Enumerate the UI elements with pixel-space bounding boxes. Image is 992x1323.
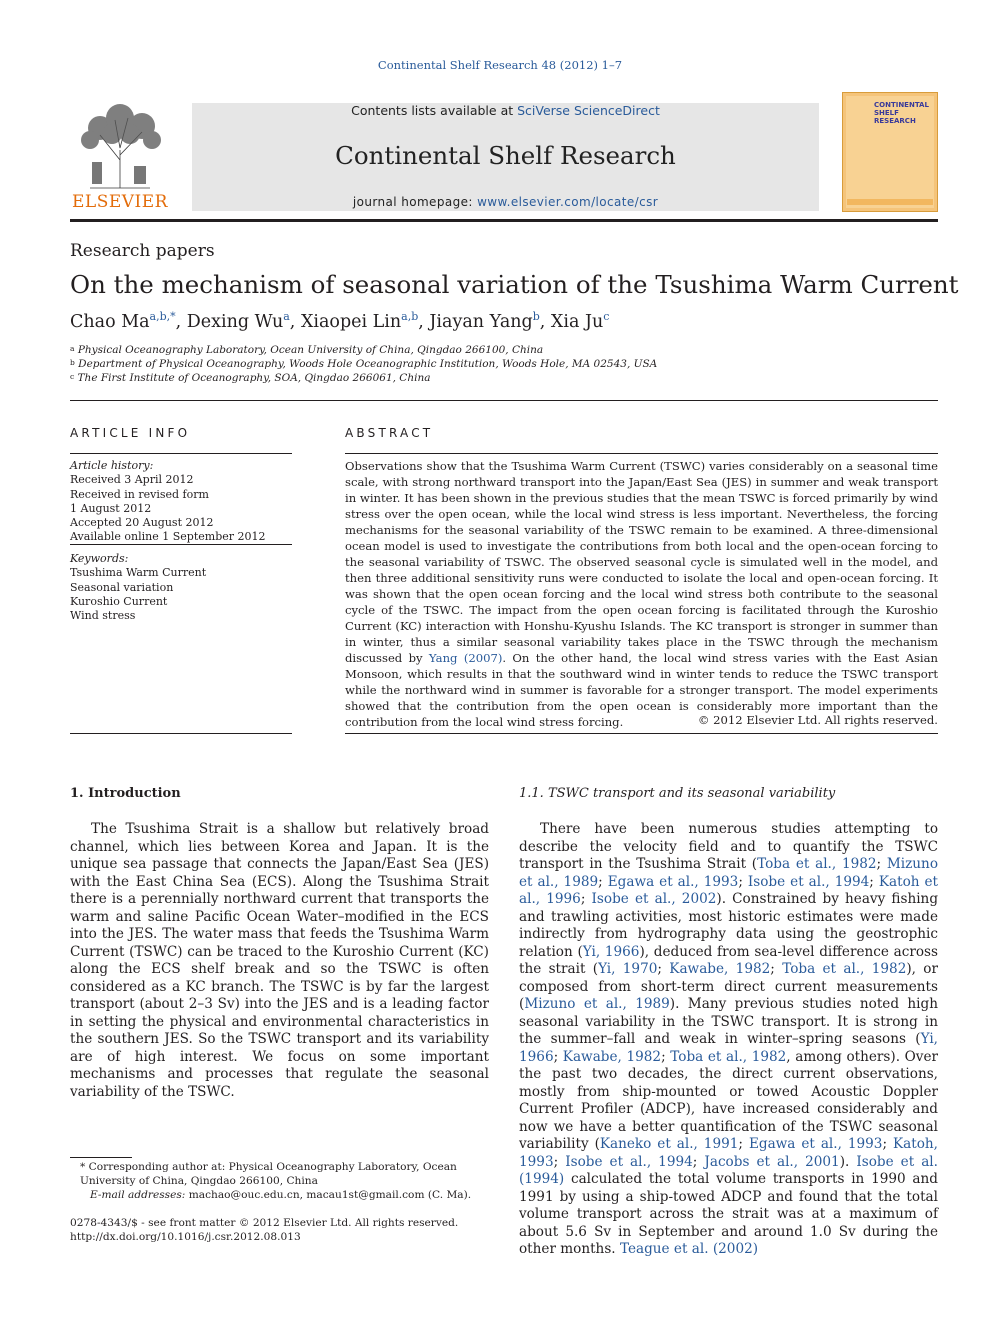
affiliation: $^b$ Department of Physical Oceanography, Woods Hole Oceanographic Institution, Woods Hole, MA 02543, USA [70,358,658,370]
keyword: Tsushima Warm Current [70,566,207,580]
paragraph-text: ; [598,873,608,890]
citation-link[interactable]: Yi, 1966 [582,943,640,960]
journal-cover-thumbnail [842,92,938,212]
author-affiliation-mark[interactable]: b [532,310,540,323]
issn-line: 0278-4343/$ - see front matter © 2012 Elsevier Ltd. All rights reserved. [70,1217,459,1229]
homepage-line: journal homepage: www.elsevier.com/locate/csr [352,195,659,209]
info-rule [70,453,292,454]
keywords: Keywords: Tsushima Warm Current Seasonal variation Kuroshio Current Wind stress [70,552,292,623]
citation-link[interactable]: Toba et al., 1982 [670,1048,787,1065]
abstract-text: Observations show that the Tsushima Warm Current (TSWC) varies considerably on a seasonal time scale, with strong northward transport into the Japan/East Sea (JES) in summer and weak transport in winter. It has been shown in the previous studies that the mean TSWC is forced primarily by wind stress over the open ocean, while the local wind stress is less important. Nevertheless, the forcing mechanisms for the seasonal variability of the TSWC remain to be examined. A three-dimensional ocean model is used to investigate the contributions from both local and the open-ocean forcing to the seasonal variability of TSWC. The observed seasonal cycle is simulated well in the model, and then three additional sensitivity runs were conducted to isolate the local and open-ocean forcing. It was shown that the open ocean forcing and the local wind stress both contribute to the seasonal cycle of the TSWC. The impact from the open ocean forcing is facilitated through the Kuroshio Current (KC) interaction with Honshu-Kyushu Islands. The KC transport is stronger in summer than in winter, thus a similar seasonal variability takes place in the TSWC through the mechanism discussed by Yang (2007). On the other hand, the local wind stress varies with the East Asian Monsoon, which results in that the southward wind in winter tends to reduce the TSWC transport while the northward wind in summer is favorable for a stronger transport. The model experiments showed that the contribution from the open ocean is considerably more important than the contribution from the local wind stress forcing. [345,459,938,729]
running-head[interactable] [0,58,992,72]
author-affiliation-mark[interactable]: c [603,310,610,323]
email-addresses[interactable]: machao@ouc.edu.cn, macau1st@gmail.com (C. Ma). [185,1189,472,1201]
abstract-heading: ABSTRACT [345,426,434,440]
subsection-heading: 1.1. TSWC transport and its seasonal variability [519,786,836,801]
cover-title: CONTINENTAL SHELF RESEARCH [874,101,929,125]
info-rule [70,733,292,734]
paragraph-text: ). [839,1153,857,1170]
paragraph-text: ; [882,1136,893,1152]
publisher-wordmark: ELSEVIER [72,192,168,212]
intro-paragraph: The Tsushima Strait is a shallow but relatively broad channel, which lies between Korea and Japan. It is the unique sea passage that connects the Japan/East Sea (JES) with the East China Sea (ECS). Along the Tsushima Strait there is a perennially northward current that transports the warm and saline Pacific Ocean Water–modified in the ECS into the JES. The water mass that feeds the Tsushima Warm Current (TSWC) can be traced to the Kuroshio Current (KC) along the ECS shelf break and so the TSWC is often considered as a KC branch. The TSWC is by far the largest transport (about 2–3 Sv) into the JES and is a leading factor in setting the physical and environmental characteristics in the southern JES. So the TSWC transport and its variability are of high interest. We focus on some important mechanisms and processes that regulate the seasonal variability of the TSWC. [70,821,489,1100]
section-type: Research papers [70,241,215,261]
paragraph-text: ; [770,961,783,977]
paragraph-text: ; [553,1048,563,1065]
contents-line: Contents lists available at SciVerse ScienceDirect [351,103,660,118]
citation-link[interactable]: Yang (2007) [428,651,503,665]
citation-link[interactable]: Isobe et al., 1994 [565,1153,693,1170]
paragraph-text: ; [738,1136,749,1152]
doi-link[interactable]: http://dx.doi.org/10.1016/j.csr.2012.08.013 [70,1231,301,1243]
section-heading: 1. Introduction [70,786,181,801]
author-affiliation-mark[interactable]: a,b [401,310,419,323]
citation-link[interactable]: Yi, 1966 [519,1031,938,1065]
paragraph-text: calculated the total volume transports in 1990 and 1991 by using a ship-towed ADCP and found that the total volume transport across the strait was at a maximum of about 5.6 Sv in September and around 1.0 Sv during the other months. [519,1171,938,1257]
citation-link[interactable]: Kawabe, 1982 [562,1048,662,1065]
article-info-heading: ARTICLE INFO [70,426,191,440]
affiliation: $^c$ The First Institute of Oceanography, SOA, Qingdao 266061, China [70,372,431,384]
citation-link[interactable]: Egawa et al., 1993 [748,1136,883,1152]
paragraph-text: ; [553,1153,566,1170]
running-head-citation[interactable]: Continental Shelf Research 48 (2012) 1–7 [377,58,623,72]
author-name: Jiayan Yang [429,312,533,332]
keyword: Kuroshio Current [70,594,168,608]
paragraph-text: ; [738,873,748,890]
citation-link[interactable]: Yi, 1970 [598,961,658,977]
paragraph-text: ). Constrained by heavy fishing and trawling activities, most historic estimates were made indirectly from hydrography data using the geostrophic relation ( [519,891,939,960]
paragraph-text: ). Many previous studies noted high seasonal variability in the TSWC transport. It is strong in the summer–fall and weak in winter–spring seasons ( [519,996,938,1047]
affiliation-rule [70,400,938,401]
journal-banner [192,103,819,211]
citation-link[interactable]: Kawabe, 1982 [669,961,771,977]
citation-link[interactable]: Isobe et al., 1994 [747,873,870,890]
paragraph-text: ; [869,873,879,890]
keyword: Seasonal variation [70,580,174,594]
front-matter [70,1216,458,1244]
citation-link[interactable]: Katoh et al., 1996 [519,873,939,907]
article-history: Article history: Received 3 April 2012 Received in revised form 1 August 2012 Accepted 20 August 2012 Available online 1 September 2012 [70,459,266,544]
paragraph-text: ; [692,1153,705,1170]
keyword: Wind stress [70,609,136,623]
paragraph-text: ; [661,1048,671,1065]
abstract-rule [345,453,938,454]
corresponding-author-footnote: * Corresponding author at: Physical Oceanography Laboratory, Ocean University of China, Qingdao 266100, China E-mail addresses: machao@ouc.edu.cn, macau1st@gmail.com (C. Ma). [80,1161,472,1201]
citation-link[interactable]: Jacobs et al., 2001 [704,1153,840,1170]
paragraph-text: ; [580,891,592,907]
article-title: On the mechanism of seasonal variation of the Tsushima Warm Current [70,270,959,299]
citation-link[interactable]: Katoh, 1993 [519,1136,938,1170]
author-name: Dexing Wu [186,312,284,332]
paragraph-text: ; [876,856,887,872]
subsection-paragraph [519,821,938,1259]
citation-link[interactable]: Mizuno et al., 1989 [519,856,938,890]
citation-link[interactable]: Isobe et al., 2002 [591,891,717,907]
citation-link[interactable]: Mizuno et al., 1989 [524,996,670,1012]
footnote-rule [70,1157,132,1158]
paragraph-text: , among others). Over the past two decades, the direct current observations, mostly from ship-mounted or towed Acoustic Doppler Current Profiler (ADCP), have increased considerably and now we have a better quantification of the TSWC seasonal variability ( [519,1048,938,1152]
citation-link[interactable]: Toba et al., 1982 [782,961,907,977]
citation-link[interactable]: Kaneko et al., 1991 [599,1136,739,1152]
author-list: Chao $Ma^{a,b,*}$, Dexing Wu$^a$, Xiaopei Lin$^{a,b}$, Jiayan Yang$^b$, Xia Ju$^c$ [70,310,610,332]
abstract-rule [345,733,938,734]
paragraph-text: There have been numerous studies attempting to describe the velocity field and to quantify the TSWC transport in the Tsushima Strait ( [519,821,938,872]
citation-link[interactable]: Isobe et al. (1994) [519,1153,938,1187]
author-name: Xiaopei Lin [300,312,402,332]
info-rule [70,544,292,545]
homepage-link[interactable]: www.elsevier.com/locate/csr [477,195,659,209]
tree-icon [70,100,170,190]
journal-title: Continental Shelf Research [335,141,676,170]
author-name: Xia Ju [550,312,604,332]
author-affiliation-mark[interactable]: a,b,* [149,310,176,323]
author-name: Chao Ma [70,312,150,332]
header-rule [70,219,938,222]
citation-link[interactable]: Egawa et al., 1993 [607,873,739,890]
affiliation: $^a$ Physical Oceanography Laboratory, Ocean University of China, Qingdao 266100, China [70,344,544,356]
author-affiliation-mark[interactable]: a [283,310,290,323]
abstract-copyright: © 2012 Elsevier Ltd. All rights reserved. [697,713,938,727]
citation-link[interactable]: Toba et al., 1982 [757,856,877,872]
paragraph-text: ; [657,961,670,977]
citation-link[interactable]: Teague et al. (2002) [619,1241,759,1257]
sciencedirect-link[interactable]: SciVerse ScienceDirect [517,103,660,118]
paragraph-text: ), or composed from short-term direct current measurements ( [519,961,938,1012]
paragraph-text: ), deduced from sea-level difference across the strait ( [519,943,938,977]
